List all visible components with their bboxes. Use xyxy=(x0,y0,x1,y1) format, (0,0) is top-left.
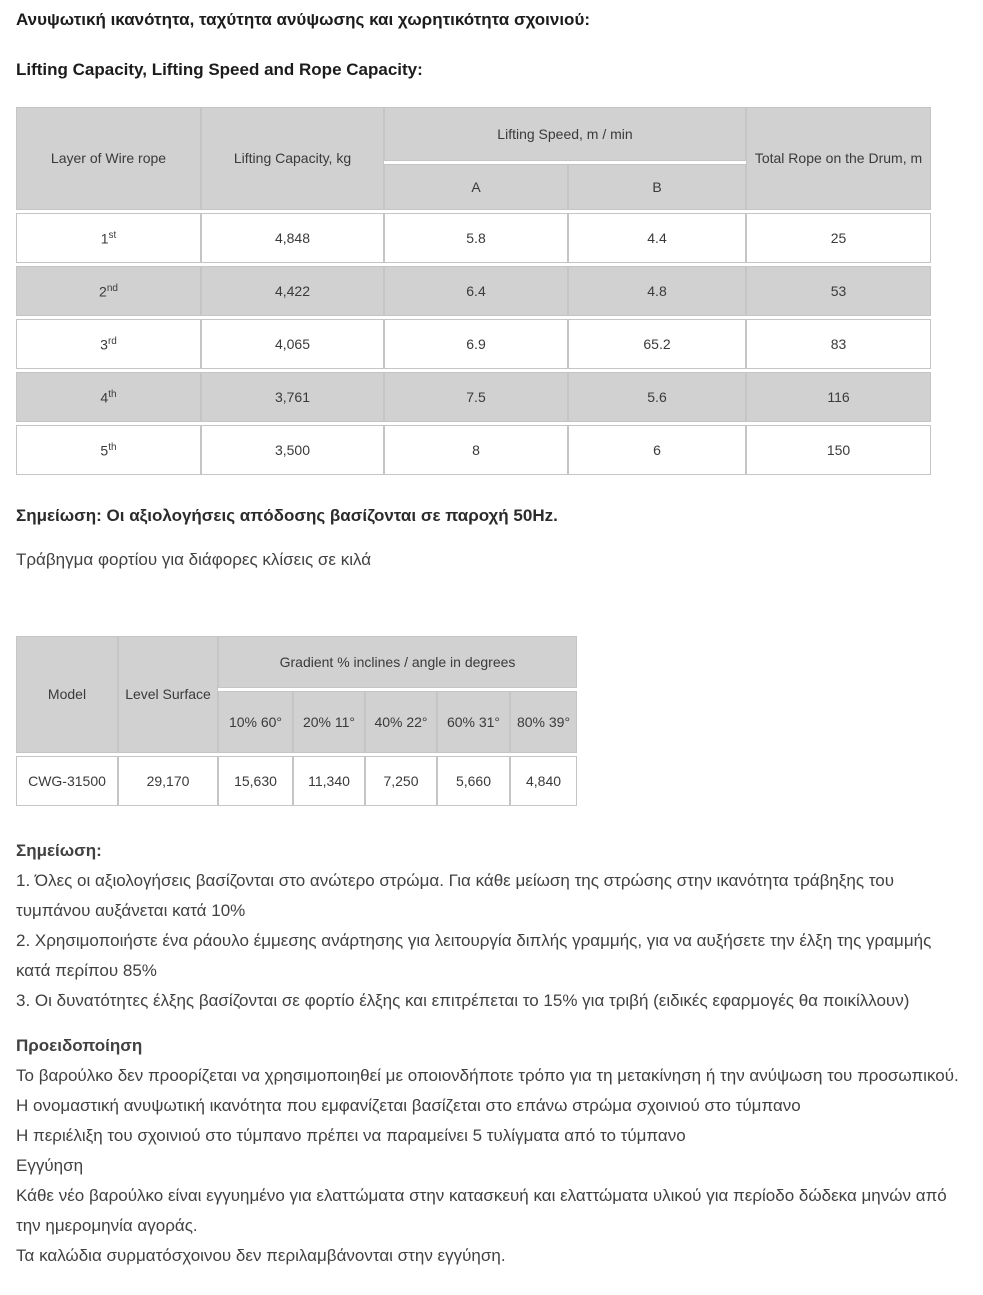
layer-ordinal-suffix: rd xyxy=(107,335,117,347)
lifting-table-row xyxy=(16,372,931,422)
layer-ordinal-suffix: th xyxy=(108,388,117,400)
capacity-cell: 3,761 xyxy=(201,372,384,422)
col-header-speed: Lifting Speed, m / min xyxy=(384,107,746,161)
notes-heading: Σημείωση: xyxy=(16,841,102,860)
model-cell: CWG-31500 xyxy=(16,756,118,806)
capacity-cell: 4,065 xyxy=(201,319,384,369)
speed-b-cell: 5.6 xyxy=(568,372,746,422)
layer-ordinal-base: 3 xyxy=(100,336,108,353)
col-header-gradient-4: 80% 39° xyxy=(510,691,577,753)
capacity-cell: 4,848 xyxy=(201,213,384,263)
gradient-value-cell-1: 11,340 xyxy=(293,756,365,806)
rope-cell: 83 xyxy=(746,319,931,369)
lifting-table-row xyxy=(16,213,931,263)
layer-ordinal-base: 1 xyxy=(100,230,109,247)
col-header-gradient-0: 10% 60° xyxy=(218,691,293,753)
capacity-cell: 3,500 xyxy=(201,425,384,475)
col-header-gradient: Gradient % inclines / angle in degrees xyxy=(218,636,577,688)
col-header-capacity: Lifting Capacity, kg xyxy=(201,107,384,210)
layer-cell xyxy=(16,213,201,263)
speed-a-cell: 7.5 xyxy=(384,372,568,422)
layer-cell xyxy=(16,372,201,422)
warning-line: Κάθε νέο βαρούλκο είναι εγγυημένο για ελαττώματα στην κατασκευή και ελαττώματα υλικού για περίοδο δώδεκα μηνών από την ημερομηνία αγοράς. xyxy=(16,1186,947,1235)
lifting-table-row xyxy=(16,425,931,475)
capacity-cell: 4,422 xyxy=(201,266,384,316)
layer-ordinal-base: 4 xyxy=(100,389,109,406)
layer-ordinal-suffix: nd xyxy=(106,282,118,294)
warning-line: Τα καλώδια συρματόσχοινου δεν περιλαμβάνονται στην εγγύηση. xyxy=(16,1246,506,1265)
speed-a-cell: 8 xyxy=(384,425,568,475)
col-header-layer: Layer of Wire rope xyxy=(16,107,201,210)
note-item: 1. Όλες οι αξιολογήσεις βασίζονται στο ανώτερο στρώμα. Για κάθε μείωση της στρώσης στην ικανότητα τράβηξης του τυμπάνου αυξάνεται κατά 10% xyxy=(16,871,895,920)
col-header-gradient-3: 60% 31° xyxy=(437,691,510,753)
rope-cell: 53 xyxy=(746,266,931,316)
warning-lines xyxy=(16,1061,967,1271)
layer-ordinal-base: 2 xyxy=(99,283,107,300)
note-item: 3. Οι δυνατότητες έλξης βασίζονται σε φορτίο έλξης και επιτρέπεται το 15% για τριβή (ειδικές εφαρμογές θα ποικίλλουν) xyxy=(16,991,910,1010)
page-title-english: Lifting Capacity, Lifting Speed and Rope Capacity: xyxy=(16,60,423,79)
warning-line: Το βαρούλκο δεν προορίζεται να χρησιμοποιηθεί με οποιονδήποτε τρόπο για τη μετακίνηση ή την ανύψωση του προσωπικού. xyxy=(16,1066,959,1085)
col-header-gradient-1: 20% 11° xyxy=(293,691,365,753)
warning-heading: Προειδοποίηση xyxy=(16,1036,143,1055)
speed-a-cell: 5.8 xyxy=(384,213,568,263)
rope-cell: 25 xyxy=(746,213,931,263)
col-header-rope: Total Rope on the Drum, m xyxy=(746,107,931,210)
gradient-table-row xyxy=(16,756,577,806)
speed-b-cell: 4.4 xyxy=(568,213,746,263)
col-header-model: Model xyxy=(16,636,118,753)
gradient-pull-table xyxy=(16,633,577,809)
rope-cell: 116 xyxy=(746,372,931,422)
speed-b-cell: 4.8 xyxy=(568,266,746,316)
gradient-table-header-row xyxy=(16,636,577,688)
col-header-speed-b: B xyxy=(568,164,746,210)
note-item: 2. Χρησιμοποιήστε ένα ράουλο έμμεσης ανάρτησης για λειτουργία διπλής γραμμής, για να αυξήσετε την έλξη της γραμμής κατά περίπου 85% xyxy=(16,931,932,980)
gradient-value-cell-4: 4,840 xyxy=(510,756,577,806)
layer-cell xyxy=(16,425,201,475)
warning-line: Η ονομαστική ανυψωτική ικανότητα που εμφανίζεται βασίζεται στο επάνω στρώμα σχοινιού στο τύμπανο xyxy=(16,1096,801,1115)
layer-ordinal-base: 5 xyxy=(100,442,109,459)
warning-line: Η περιέλιξη του σχοινιού στο τύμπανο πρέπει να παραμείνει 5 τυλίγματα από το τύμπανο xyxy=(16,1126,686,1145)
layer-ordinal-suffix: st xyxy=(108,229,117,241)
col-header-speed-a: A xyxy=(384,164,568,210)
layer-cell xyxy=(16,319,201,369)
gradient-value-cell-0: 15,630 xyxy=(218,756,293,806)
page-title-greek: Ανυψωτική ικανότητα, ταχύτητα ανύψωσης και χωρητικότητα σχοινιού: xyxy=(16,10,590,29)
layer-ordinal-suffix: th xyxy=(108,441,117,453)
lifting-capacity-table xyxy=(16,104,931,478)
rope-cell: 150 xyxy=(746,425,931,475)
layer-cell xyxy=(16,266,201,316)
gradient-value-cell-3: 5,660 xyxy=(437,756,510,806)
gradient-value-cell-2: 7,250 xyxy=(365,756,437,806)
col-header-level-surface: Level Surface xyxy=(118,636,218,753)
lifting-table-header-row xyxy=(16,107,931,161)
notes-section xyxy=(16,836,967,1016)
pull-load-intro: Τράβηγμα φορτίου για διάφορες κλίσεις σε κιλά xyxy=(16,550,372,569)
lifting-table-row xyxy=(16,319,931,369)
warning-section xyxy=(16,1031,967,1271)
note-50hz: Σημείωση: Οι αξιολογήσεις απόδοσης βασίζονται σε παροχή 50Hz. xyxy=(16,506,558,525)
col-header-gradient-2: 40% 22° xyxy=(365,691,437,753)
speed-b-cell: 6 xyxy=(568,425,746,475)
notes-list xyxy=(16,866,967,1016)
level-surface-cell: 29,170 xyxy=(118,756,218,806)
speed-b-cell: 65.2 xyxy=(568,319,746,369)
warning-line: Εγγύηση xyxy=(16,1156,84,1175)
speed-a-cell: 6.4 xyxy=(384,266,568,316)
speed-a-cell: 6.9 xyxy=(384,319,568,369)
lifting-table-row xyxy=(16,266,931,316)
